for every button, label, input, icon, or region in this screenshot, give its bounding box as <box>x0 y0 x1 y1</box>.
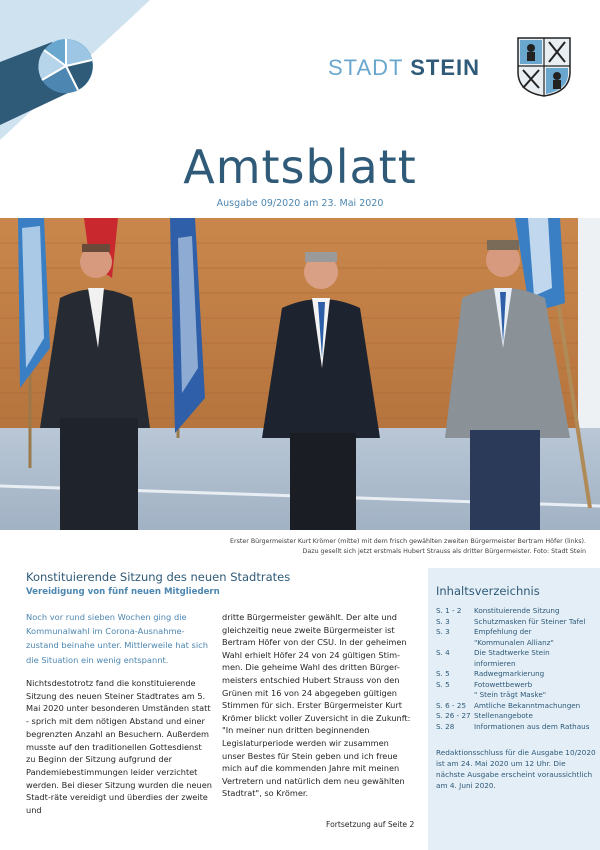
toc-entry <box>436 711 600 721</box>
toc-entry-page: S. 3 <box>436 616 450 626</box>
masthead-title: Amtsblatt <box>183 140 417 194</box>
toc-entry <box>436 627 600 637</box>
toc-entry-page: S. 4 <box>436 648 450 657</box>
toc-entry <box>436 617 600 627</box>
toc-entry-page: S. 5 <box>436 679 450 689</box>
brand-name <box>328 55 480 81</box>
toc-entry <box>436 669 600 679</box>
article-lead: Noch vor rund sieben Wochen ging die Kommunalwahl im Corona-Ausnahme-zustand beinahe unter. Mittlerweile hat sich die Situation ein wenig entspannt. <box>26 612 208 665</box>
toc-entry-text: Stellenangebote <box>474 711 533 720</box>
toc-entry-page: S. 5 <box>436 669 450 678</box>
toc-entry <box>436 680 600 690</box>
toc-entry-text: Empfehlung der <box>474 627 532 636</box>
brand-name-light: STADT <box>328 55 411 80</box>
toc-entry <box>436 648 600 658</box>
article-column-1: Nichtsdestotrotz fand die konstituierende Sitzung des neuen Steiner Stadtrates am 5. Mai 2020 unter besonderen Umständen statt - sprich mit dem nötigen Abstand und einer begrenzten Anzahl an Besuchern. Außerdem musste auf den traditionellen Gottesdienst zu Beginn der Sitzung aufgrund der Pandemiebestimmungen leider verzichtet werden. Bei dieser Sitzung wurden die neuen Stadt-räte vereidigt und überdies der zweite und <box>26 678 212 816</box>
toc-entry-text: informieren <box>474 658 516 668</box>
toc-entry <box>436 701 600 711</box>
toc-entry <box>436 722 600 732</box>
coat-of-arms-icon <box>516 36 572 98</box>
toc-entry-text: "Kommunalen Allianz" <box>474 637 554 647</box>
toc-entry-page: S. 26 - 27 <box>436 711 471 720</box>
brand-name-bold: STEIN <box>410 55 480 80</box>
article-headline: Konstituierende Sitzung des neuen Stadtrates <box>26 570 291 584</box>
toc-entry-text: Radwegmarkierung <box>474 669 545 678</box>
toc-entry-text: Fotowettbewerb <box>474 679 533 689</box>
toc-entry <box>436 638 600 648</box>
toc-entry-text: Die Stadtwerke Stein <box>474 648 550 657</box>
toc-entry-page: S. 3 <box>436 627 450 636</box>
article-column-2: dritte Bürgermeister gewählt. Der alte und gleichzeitig neue zweite Bürgermeister ist Bertram Höfer von der CSU. In der geheimen Wahl erhielt Höfer 24 von 24 gültigen Stim-men. Die geheime Wahl des dritten Bürger-meisters entschied Hubert Strauss von den Grünen mit 16 von 24 abgegeben gültigen Stimmen für sich. Erster Bürgermeister Kurt Krömer blickt voller Zuversicht in die Zukunft: "In meiner nun dritten beginnenden Legislaturperiode werden wir zusammen unser Bestes für Stein geben und ich freue mich auf die kommenden Jahre mit meinen Vertretern und natürlich dem neu gewählten Stadtrat", so Krömer. <box>222 612 411 799</box>
toc-entry-page: S. 6 - 25 <box>436 700 467 710</box>
toc-entry-text: Informationen aus dem Rathaus <box>474 721 590 731</box>
toc-title: Inhaltsverzeichnis <box>436 584 540 598</box>
photo-caption <box>166 537 586 557</box>
toc-entry-page: S. 1 - 2 <box>436 606 462 615</box>
photo-caption-line-2: Dazu gesellt sich jetzt erstmals Hubert Strauss als dritter Bürgermeister. Foto: Stadt Stein <box>302 548 586 555</box>
toc-entry-page: S. 28 <box>436 721 455 731</box>
toc-panel <box>428 568 600 850</box>
toc-entry <box>436 659 600 669</box>
toc-entry-text: Amtliche Bekanntmachungen <box>474 700 581 710</box>
photo-caption-line-1: Erster Bürgermeister Kurt Krömer (mitte) mit dem frisch gewählten zweiten Bürgermeister Bertram Höfer (links). <box>230 538 586 545</box>
toc-entry-text: Konstituierende Sitzung <box>474 606 560 615</box>
editorial-deadline: Redaktionsschluss für die Ausgabe 10/2020 ist am 24. Mai 2020 um 12 Uhr. Die nächste Ausgabe erscheint voraussichtlich am 4. Juni 2020. <box>436 748 596 790</box>
continued-note: Fortsetzung auf Seite 2 <box>326 820 415 829</box>
toc-entry <box>436 606 600 616</box>
toc-entry <box>436 690 600 700</box>
corner-logo-graphic <box>0 0 150 140</box>
toc-entry-text: " Stein trägt Maske" <box>474 690 547 699</box>
issue-date: Ausgabe 09/2020 am 23. Mai 2020 <box>216 198 384 209</box>
article-subheadline: Vereidigung von fünf neuen Mitgliedern <box>26 587 220 597</box>
cover-photo <box>0 218 600 530</box>
toc-entry-text: Schutzmasken für Steiner Tafel <box>474 616 586 626</box>
